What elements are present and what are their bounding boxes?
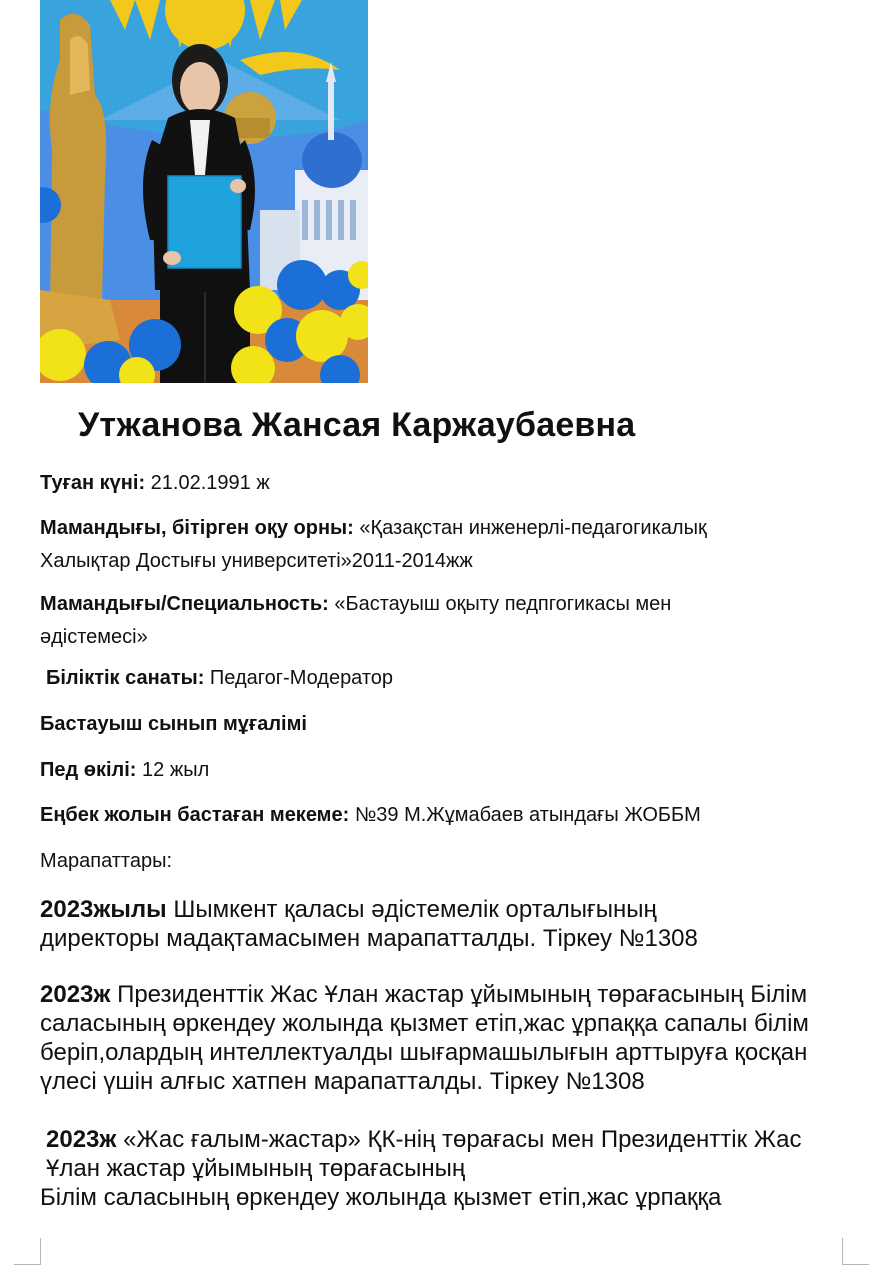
position-line	[40, 708, 840, 741]
person-name: Утжанова Жансая Каржаубаевна	[78, 406, 636, 444]
award-year: 2023жылы	[40, 896, 167, 923]
specialty-label: Мамандығы/Специальность:	[40, 593, 329, 615]
award-text: Шымкент қаласы әдістемелік орталығының директоры мадақтамасымен марапатталды. Тіркеу №1308	[40, 896, 698, 952]
awards-heading: Марапаттары:	[40, 850, 173, 872]
position-label: Бастауыш сынып мұғалімі	[40, 713, 307, 735]
first-job-label: Еңбек жолын бастаған мекеме:	[40, 804, 350, 826]
education-value: «Қазақстан инженерлі-педагогикалық Халықтар Достығы университеті»2011-2014жж	[40, 517, 707, 572]
experience-label: Пед өкілі:	[40, 759, 137, 781]
birth-date-line	[40, 467, 840, 500]
award-item	[40, 1183, 850, 1212]
education-line	[40, 512, 800, 578]
page-corner-mark-left	[14, 1238, 41, 1265]
category-value: Педагог-Модератор	[204, 667, 394, 689]
specialty-line	[40, 588, 780, 654]
award-item	[40, 895, 760, 953]
category-label: Біліктік санаты:	[46, 667, 205, 689]
first-job-line	[40, 799, 840, 832]
award-year: 2023ж	[46, 1126, 117, 1153]
birth-date-label: Туған күні:	[40, 472, 146, 494]
first-job-value: №39 М.Жұмабаев атындағы ЖОББМ	[349, 804, 701, 826]
award-text: Президенттік Жас Ұлан жастар ұйымының төрағасының Білім саласының өркендеу жолында қызмет етіп,жас ұрпаққа сапалы білім беріп,олардың интеллектуалды шығармашылығын арттыруға қосқан үлесі үшін алғыс хатпен марапатталды. Тіркеу №1308	[40, 981, 809, 1095]
profile-photo	[40, 0, 368, 383]
birth-date-value: 21.02.1991 ж	[145, 472, 270, 494]
profile-photo-illustration	[40, 0, 368, 383]
experience-value: 12 жыл	[136, 759, 210, 781]
award-year: 2023ж	[40, 981, 111, 1008]
education-label: Мамандығы, бітірген оқу орны:	[40, 517, 354, 539]
category-line	[46, 662, 846, 695]
award-text: «Жас ғалым-жастар» ҚК-нің төрағасы мен Президенттік Жас Ұлан жастар ұйымының төрағасының	[46, 1126, 802, 1182]
award-item	[46, 1125, 826, 1183]
award-text: Білім саласының өркендеу жолында қызмет етіп,жас ұрпаққа	[40, 1184, 722, 1211]
page-corner-mark-right	[842, 1238, 869, 1265]
award-item	[40, 980, 840, 1096]
experience-line	[40, 754, 840, 787]
specialty-value: «Бастауыш оқыту педпгогикасы мен әдістемесі»	[40, 593, 672, 648]
